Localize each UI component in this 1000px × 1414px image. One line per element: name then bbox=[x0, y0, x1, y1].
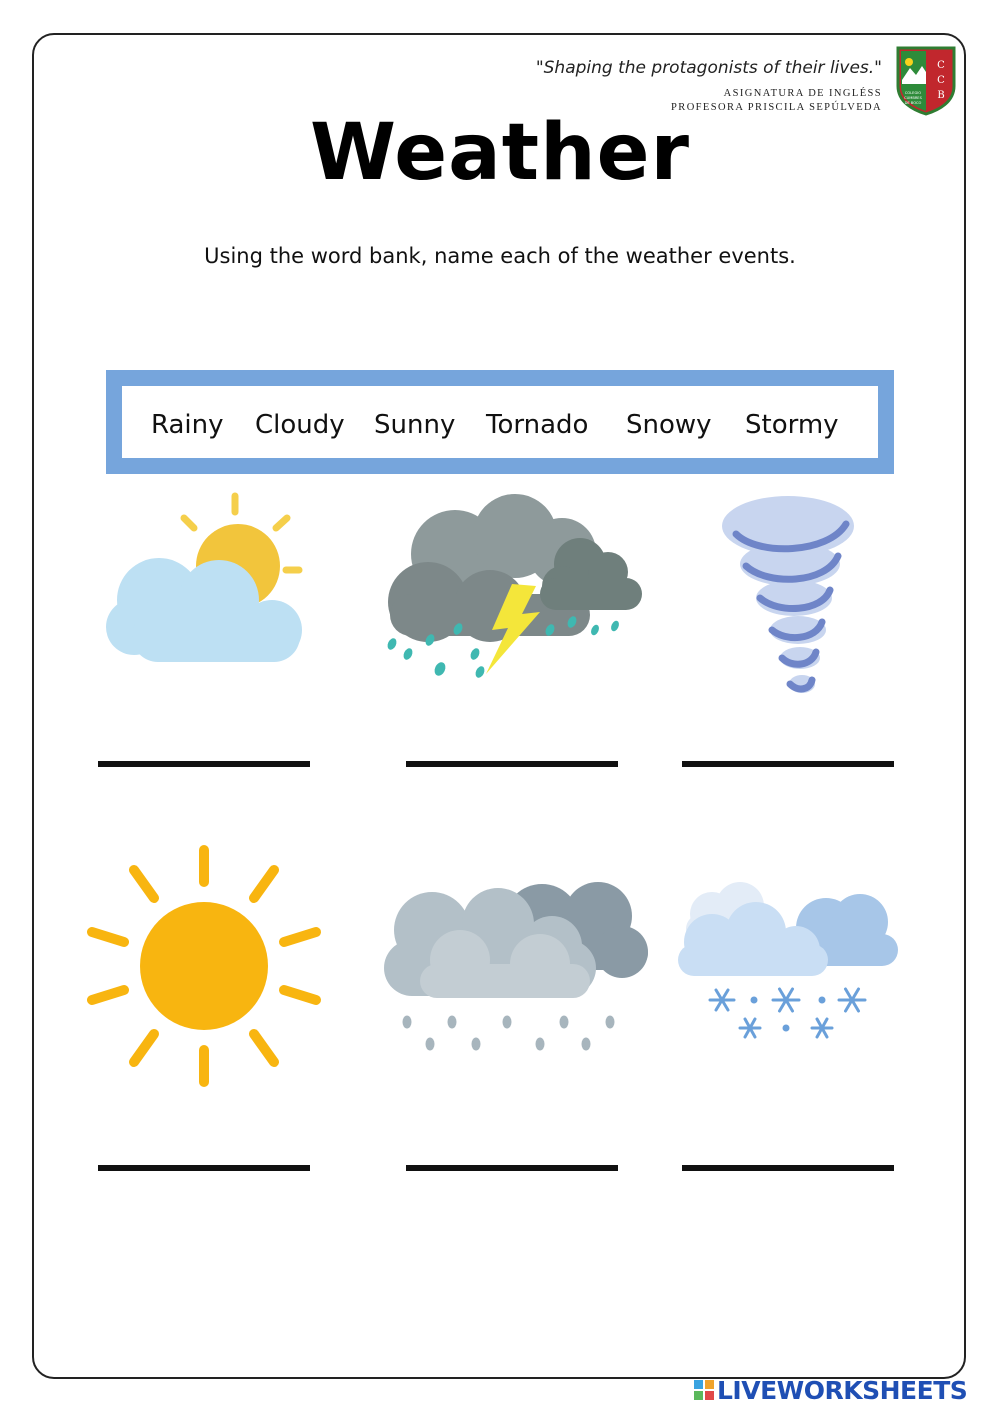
liveworksheets-brand: LIVEWORKSHEETS bbox=[717, 1375, 968, 1405]
word-bank-item: Tornado bbox=[486, 410, 589, 440]
svg-text:C: C bbox=[937, 60, 945, 71]
word-bank-item: Rainy bbox=[151, 410, 224, 440]
svg-text:COLEGIO: COLEGIO bbox=[904, 91, 922, 95]
teacher-label: PROFESORA PRISCILA SEPÚLVEDA bbox=[671, 102, 882, 113]
word-bank-item: Sunny bbox=[374, 410, 456, 440]
liveworksheets-logo[interactable] bbox=[693, 1375, 968, 1405]
answer-line[interactable] bbox=[406, 1165, 618, 1171]
rain-cloud-icon bbox=[380, 880, 650, 1054]
sun-icon bbox=[86, 844, 322, 1088]
answer-line[interactable] bbox=[682, 1165, 894, 1171]
instructions: Using the word bank, name each of the weather events. bbox=[204, 244, 796, 268]
word-bank bbox=[106, 370, 894, 474]
answer-line[interactable] bbox=[98, 761, 310, 767]
liveworksheets-badge-icon bbox=[693, 1379, 715, 1401]
tornado-icon bbox=[718, 494, 863, 706]
word-bank-item: Cloudy bbox=[255, 410, 345, 440]
page-title: Weather bbox=[310, 108, 690, 198]
svg-text:B: B bbox=[937, 90, 945, 101]
word-bank-item: Snowy bbox=[626, 410, 712, 440]
answer-line[interactable] bbox=[682, 761, 894, 767]
answer-line[interactable] bbox=[98, 1165, 310, 1171]
answer-line[interactable] bbox=[406, 761, 618, 767]
partly-cloudy-icon bbox=[104, 492, 304, 667]
svg-text:C: C bbox=[937, 75, 945, 86]
worksheet-frame bbox=[32, 33, 966, 1379]
subject-label: ASIGNATURA DE INGLÉSS bbox=[723, 88, 882, 99]
svg-text:DE BOCO: DE BOCO bbox=[904, 101, 922, 105]
thunderstorm-icon bbox=[380, 494, 646, 686]
svg-text:CUMBRES: CUMBRES bbox=[904, 96, 922, 100]
word-bank-item: Stormy bbox=[745, 410, 839, 440]
school-crest-icon bbox=[895, 44, 957, 116]
snow-cloud-icon bbox=[676, 878, 898, 1042]
school-motto: "Shaping the protagonists of their lives." bbox=[535, 58, 882, 78]
